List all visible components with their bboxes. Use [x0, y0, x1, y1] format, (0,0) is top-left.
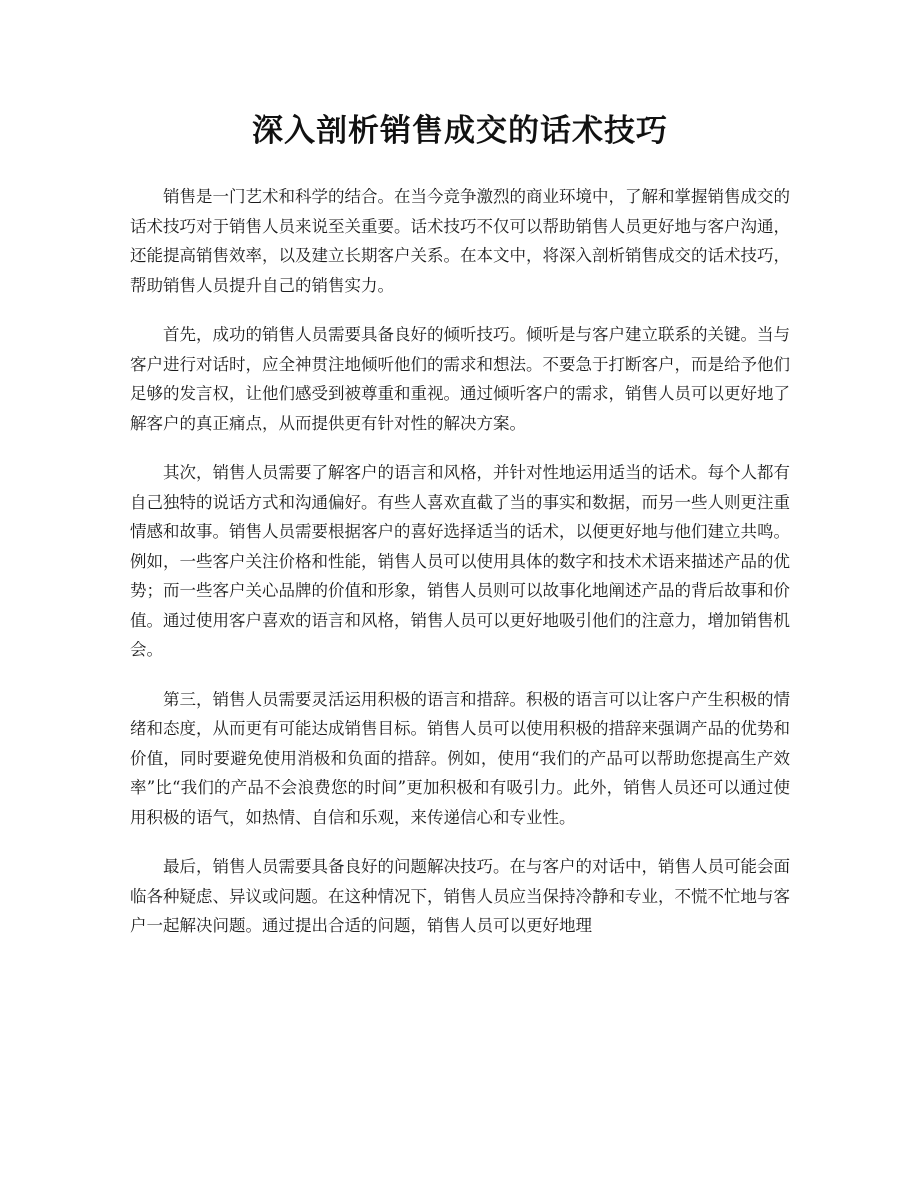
paragraph-listening: 首先，成功的销售人员需要具备良好的倾听技巧。倾听是与客户建立联系的关键。当与客户进行对话时，应全神贯注地倾听他们的需求和想法。不要急于打断客户，而是给予他们足够的发言权，让他们感受到被尊重和重视。通过倾听客户的需求，销售人员可以更好地了解客户的真正痛点，从而提供更有针对性的解决方案。: [130, 325, 790, 433]
paragraph-positive-language: 第三，销售人员需要灵活运用积极的语言和措辞。积极的语言可以让客户产生积极的情绪和态度，从而更有可能达成销售目标。销售人员可以使用积极的措辞来强调产品的优势和价值，同时要避免使用消极和负面的措辞。例如，使用“我们的产品可以帮助您提高生产效率”比“我们的产品不会浪费您的时间”更加积极和有吸引力。此外，销售人员还可以通过使用积极的语气，如热情、自信和乐观，来传递信心和专业性。: [130, 689, 790, 827]
paragraph-intro: 销售是一门艺术和科学的结合。在当今竞争激烈的商业环境中，了解和掌握销售成交的话术技巧对于销售人员来说至关重要。话术技巧不仅可以帮助销售人员更好地与客户沟通，还能提高销售效率，以及建立长期客户关系。在本文中，将深入剖析销售成交的话术技巧，帮助销售人员提升自己的销售实力。: [130, 187, 790, 295]
document-body: [130, 182, 790, 961]
paragraph-language-style: 其次，销售人员需要了解客户的语言和风格，并针对性地运用适当的话术。每个人都有自己独特的说话方式和沟通偏好。有些人喜欢直截了当的事实和数据，而另一些人则更注重情感和故事。销售人员需要根据客户的喜好选择适当的话术，以便更好地与他们建立共鸣。例如，一些客户关注价格和性能，销售人员可以使用具体的数字和技术术语来描述产品的优势；而一些客户关心品牌的价值和形象，销售人员则可以故事化地阐述产品的背后故事和价值。通过使用客户喜欢的语言和风格，销售人员可以更好地吸引他们的注意力，增加销售机会。: [130, 463, 790, 659]
paragraph-problem-solving: 最后，销售人员需要具备良好的问题解决技巧。在与客户的对话中，销售人员可能会面临各种疑虑、异议或问题。在这种情况下，销售人员应当保持冷静和专业，不慌不忙地与客户一起解决问题。通过提出合适的问题，销售人员可以更好地理: [130, 857, 790, 935]
document-title: 深入剖析销售成交的话术技巧: [252, 113, 668, 149]
